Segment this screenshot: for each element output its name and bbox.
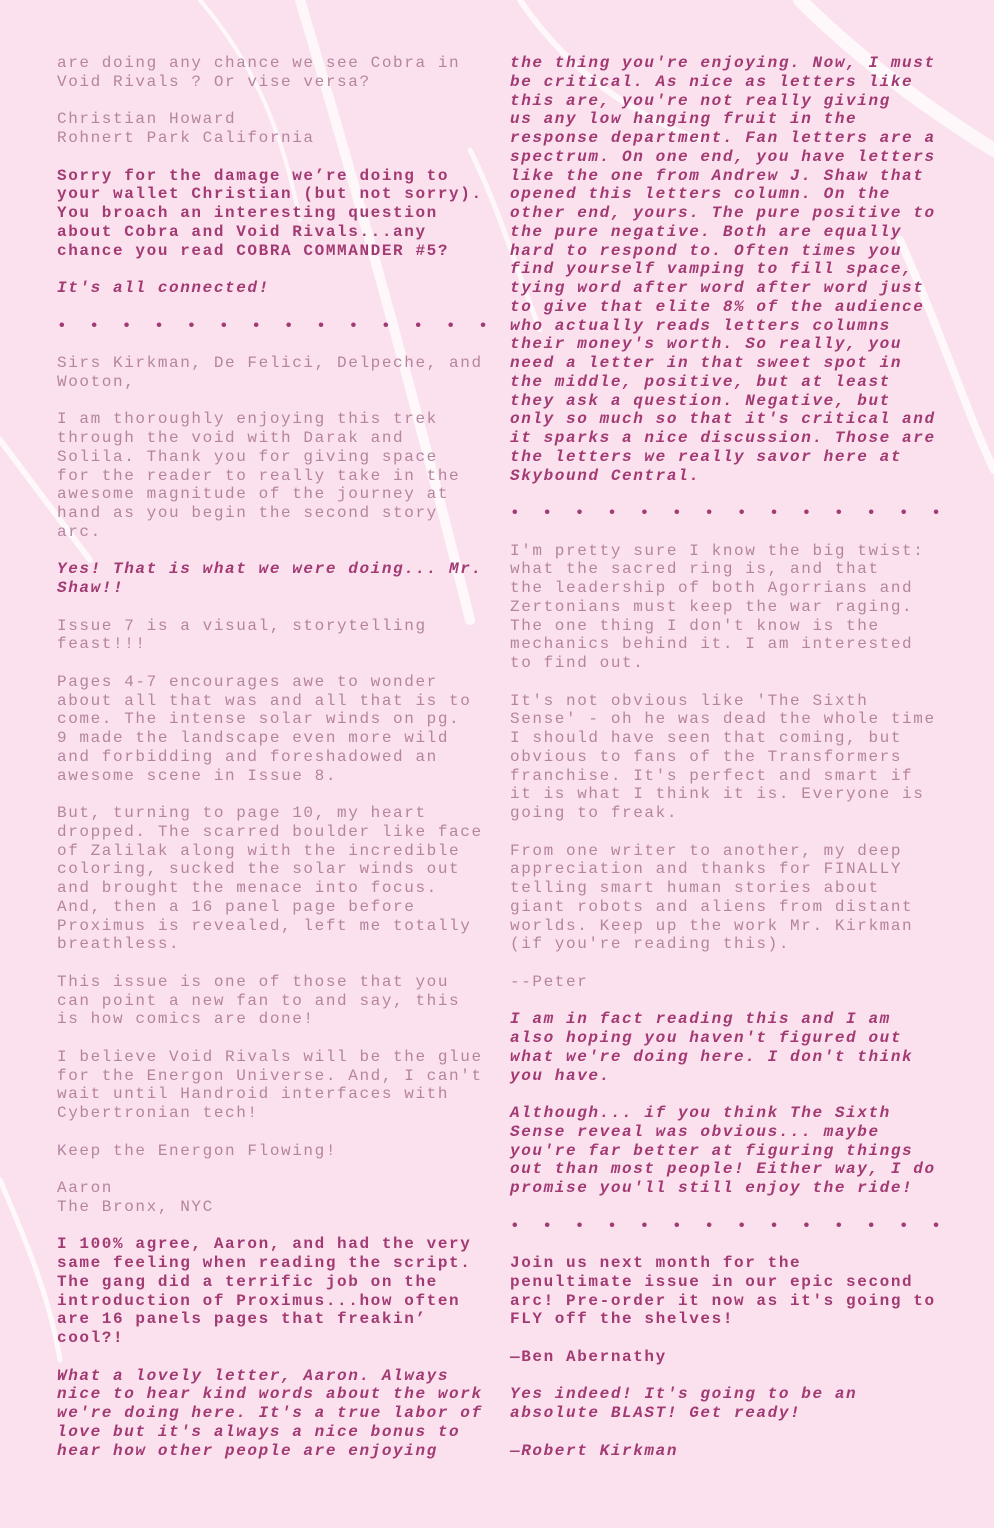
editor-response: Although... if you think The Sixth Sense reveal was obvious... maybe you're far better at figuring things out than most people! Either way, I do promise you'll still enjoy the ride!	[510, 1104, 936, 1197]
letter-text: Pages 4-7 encourages awe to wonder about all that was and all that is to come. The intense solar winds on pg. 9 made the landscape even more wild and forbidding and foreshadowed an awesome scene in Issue 8.	[57, 672, 472, 785]
letter-text: I believe Void Rivals will be the glue for the Energon Universe. And, I can't wait until Handroid interfaces with Cybertronian tech!	[57, 1047, 483, 1122]
editor-response: Yes! That is what we were doing... Mr. Shaw!!	[57, 560, 483, 597]
editor-response: It's all connected!	[57, 279, 270, 297]
letter-salutation: Sirs Kirkman, De Felici, Delpeche, and Wooton,	[57, 354, 483, 391]
letter-text: are doing any chance we see Cobra in Void Rivals ? Or vise versa?	[57, 54, 461, 91]
letter-text: I am thoroughly enjoying this trek through the void with Darak and Solila. Thank you for giving space for the reader to really take in the awesome magnitude of the journey at hand as you begin the second story arc.	[57, 410, 461, 541]
letter-text: I'm pretty sure I know the big twist: what the sacred ring is, and that the leadership of both Agorrians and Zertonians must keep the war raging. The one thing I don't know is the mechanics behind it. I am interested to find out.	[510, 541, 925, 672]
letter-text: It's not obvious like 'The Sixth Sense' - oh he was dead the whole time I should have seen that coming, but obvious to fans of the Transformers franchise. It's perfect and smart if it is what I think it is. Everyone is going to freak.	[510, 691, 936, 822]
editor-response: Yes indeed! It's going to be an absolute BLAST! Get ready!	[510, 1385, 858, 1422]
letter-text: Keep the Energon Flowing!	[57, 1141, 338, 1160]
right-column	[510, 54, 950, 1479]
left-column	[57, 54, 497, 1479]
editor-response: I 100% agree, Aaron, and had the very same feeling when reading the script. The gang did a terrific job on the introduction of Proximus...how often are 16 panels pages that freakin’ cool?!	[57, 1235, 472, 1347]
letter-text: From one writer to another, my deep appreciation and thanks for FINALLY telling smart human stories about giant robots and aliens from distant worlds. Keep up the work Mr. Kirkman (if you're reading this).	[510, 841, 914, 954]
editor-response: What a lovely letter, Aaron. Always nice to hear kind words about the work we're doing here. It's a true labor of love but it's always a nice bonus to hear how other people are enjoying	[57, 1366, 483, 1460]
next-issue-announcement: Join us next month for the penultimate issue in our epic second arc! Pre-order it now as it's going to FLY off the shelves!	[510, 1254, 936, 1329]
letter-signature: --Peter	[510, 972, 589, 991]
editor-response: the thing you're enjoying. Now, I must be critical. As nice as letters like this are, you're not really giving us any low hanging fruit in the response department. Fan letters are a spectrum. On one end, you have letters like the one from Andrew J. Shaw that opened this letters column. On the other end, yours. The pure positive to the pure negative. Both are equally hard to respond to. Often times you find yourself vamping to fill space, tying word after word after word just to give that elite 8% of the audience who actually reads letters columns their money's worth. So really, you need a letter in that sweet spot in the middle, positive, but at least they ask a question. Negative, but only so much so that it's critical and it sparks a nice discussion. Those are the letters we really savor here at Skybound Central.	[510, 54, 936, 485]
writer-signature: —Robert Kirkman	[510, 1441, 679, 1460]
letter-text: But, turning to page 10, my heart dropped. The scarred boulder like face of Zalilak along with the incredible coloring, sucked the solar winds out and brought the menace into focus. And, then a 16 panel page before Proximus is revealed, left me totally breathless.	[57, 804, 483, 954]
editor-signature: —Ben Abernathy	[510, 1347, 667, 1366]
editor-response: I am in fact reading this and I am also hoping you haven't figured out what we're doing here. I don't think you have.	[510, 1010, 914, 1085]
dot-separator: • • • • • • • • • • • • • •	[510, 504, 943, 522]
dot-separator: • • • • • • • • • • • • • •	[510, 1216, 943, 1235]
letter-signature: Christian Howard Rohnert Park California	[57, 110, 315, 147]
editor-response: Sorry for the damage we’re doing to your wallet Christian (but not sorry). You broach an interesting question about Cobra and Void Rivals...any chance you read COBRA COMMANDER #5?	[57, 166, 483, 260]
letter-text: Issue 7 is a visual, storytelling feast!!!	[57, 616, 427, 654]
letter-signature: Aaron The Bronx, NYC	[57, 1179, 214, 1216]
letter-text: This issue is one of those that you can point a new fan to and say, this is how comics are done!	[57, 972, 461, 1029]
dot-separator: • • • • • • • • • • • • • •	[57, 316, 490, 335]
